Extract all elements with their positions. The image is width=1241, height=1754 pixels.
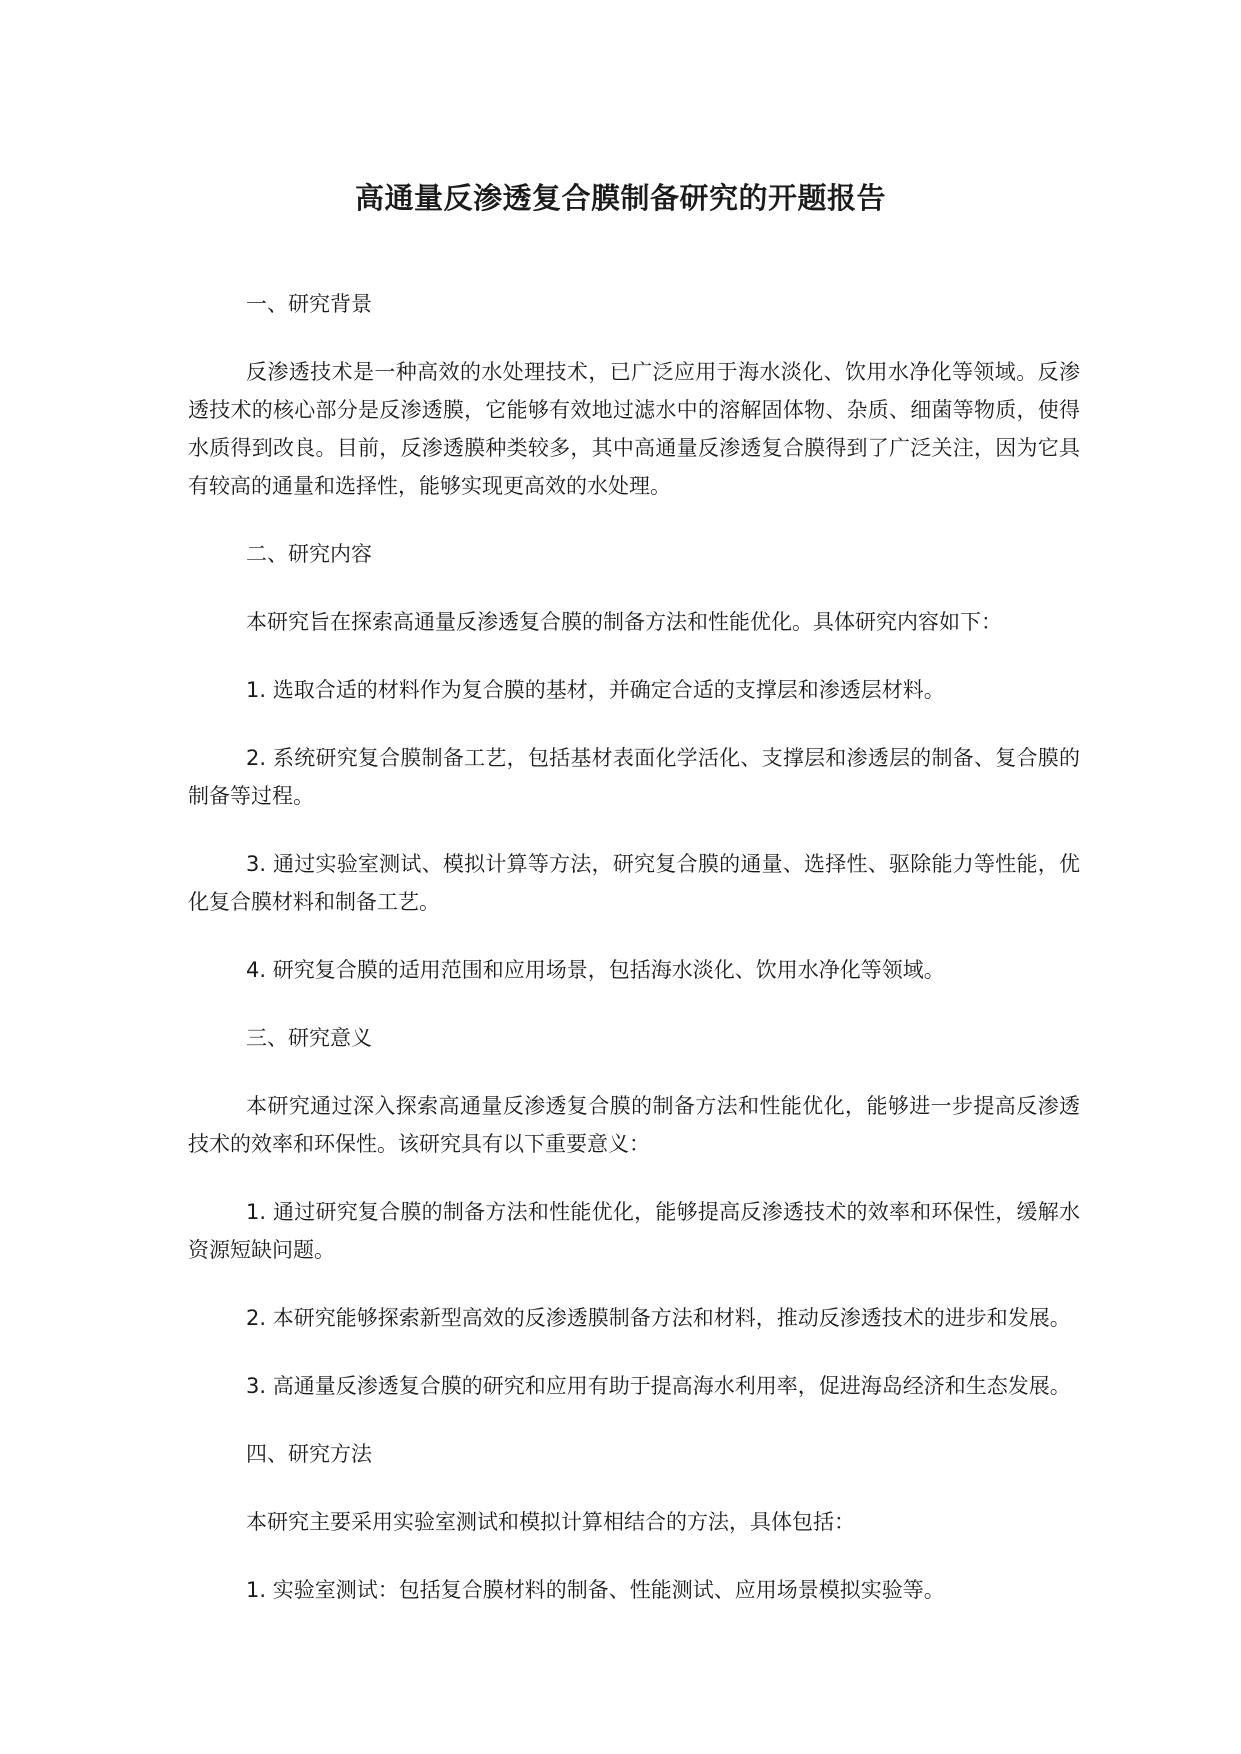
list-item-content-3: 3. 通过实验室测试、模拟计算等方法，研究复合膜的通量、选择性、驱除能力等性能，优化复合膜材料和制备工艺。	[188, 852, 1080, 914]
document-title: 高通量反渗透复合膜制备研究的开题报告	[354, 181, 886, 215]
list-item-content-2: 2. 系统研究复合膜制备工艺，包括基材表面化学活化、支撑层和渗透层的制备、复合膜的制备等过程。	[188, 746, 1080, 808]
list-item-significance-3: 3. 高通量反渗透复合膜的研究和应用有助于提高海水利用率，促进海岛经济和生态发展。	[246, 1374, 1071, 1398]
section-heading-significance: 三、研究意义	[246, 1026, 372, 1050]
list-item-content-4: 4. 研究复合膜的适用范围和应用场景，包括海水淡化、饮用水净化等领域。	[246, 958, 945, 982]
list-item-content-1: 1. 选取合适的材料作为复合膜的基材，并确定合适的支撑层和渗透层材料。	[246, 678, 945, 702]
section-heading-background: 一、研究背景	[246, 292, 372, 316]
paragraph-method-intro: 本研究主要采用实验室测试和模拟计算相结合的方法，具体包括：	[246, 1510, 855, 1534]
paragraph-background: 反渗透技术是一种高效的水处理技术，已广泛应用于海水淡化、饮用水净化等领域。反渗透技术的核心部分是反渗透膜，它能够有效地过滤水中的溶解固体物、杂质、细菌等物质，使得水质得到改良。目前，反渗透膜种类较多，其中高通量反渗透复合膜得到了广泛关注，因为它具有较高的通量和选择性，能够实现更高效的水处理。	[188, 360, 1080, 498]
section-heading-method: 四、研究方法	[246, 1442, 372, 1466]
paragraph-content-intro: 本研究旨在探索高通量反渗透复合膜的制备方法和性能优化。具体研究内容如下：	[246, 610, 1002, 634]
paragraph-significance-intro: 本研究通过深入探索高通量反渗透复合膜的制备方法和性能优化，能够进一步提高反渗透技术的效率和环保性。该研究具有以下重要意义：	[188, 1094, 1080, 1156]
document-body	[188, 285, 1080, 1639]
section-heading-content: 二、研究内容	[246, 542, 372, 566]
list-item-significance-2: 2. 本研究能够探索新型高效的反渗透膜制备方法和材料，推动反渗透技术的进步和发展。	[246, 1306, 1071, 1330]
list-item-method-1: 1. 实验室测试：包括复合膜材料的制备、性能测试、应用场景模拟实验等。	[246, 1578, 945, 1602]
list-item-significance-1: 1. 通过研究复合膜的制备方法和性能优化，能够提高反渗透技术的效率和环保性，缓解水资源短缺问题。	[188, 1200, 1080, 1262]
